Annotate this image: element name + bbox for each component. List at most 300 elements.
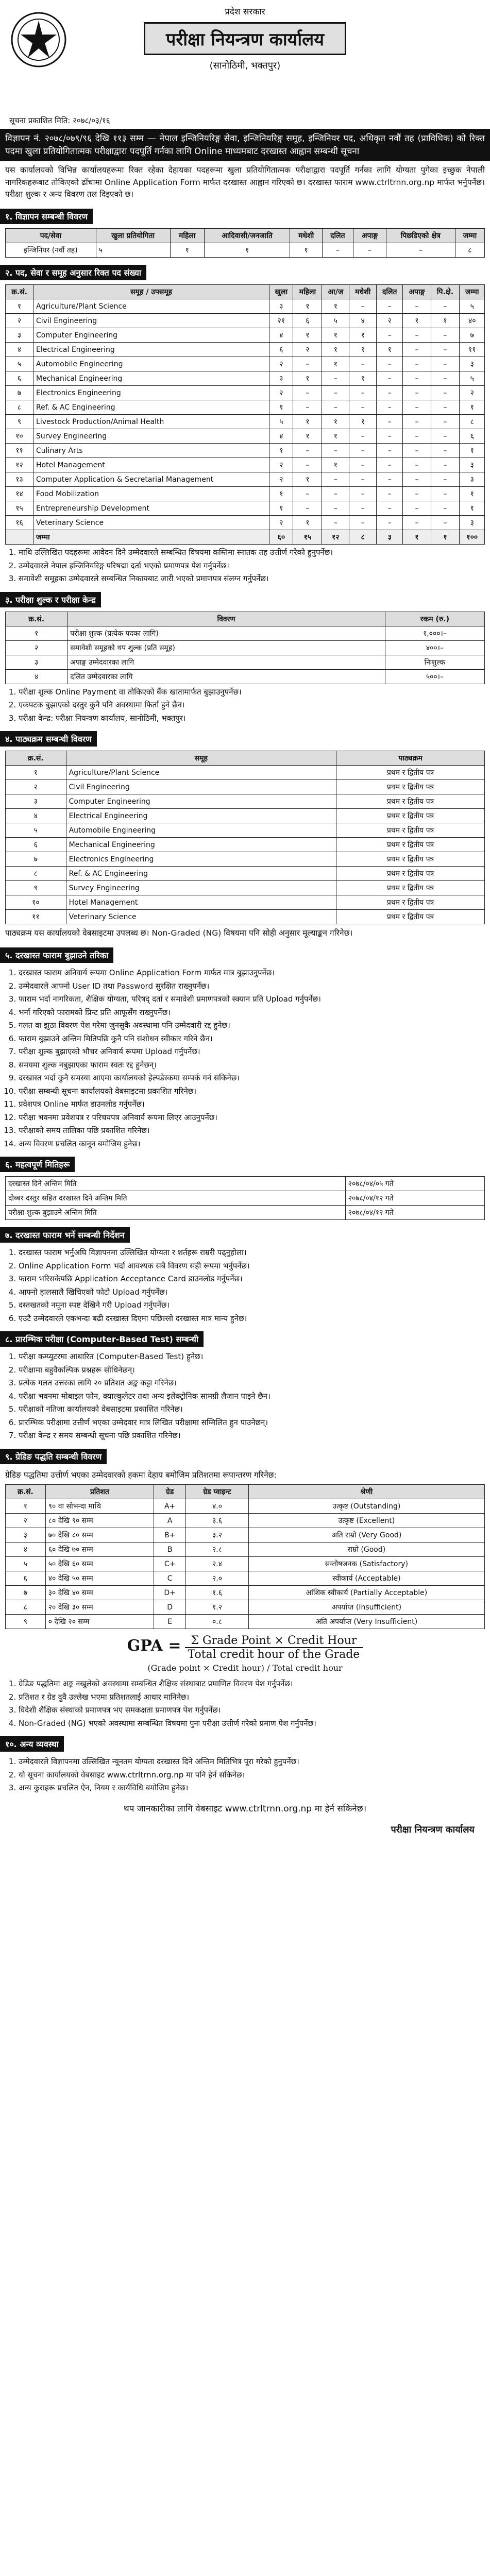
- table-cell: इन्जिनियर (नवौं तह): [6, 243, 96, 258]
- list-item: 2. एकपटक बुझाएको दस्तुर कुनै पनि अवस्थामा फिर्ता हुने छैन।: [19, 699, 485, 711]
- table-cell: Computer Engineering: [66, 794, 336, 809]
- table-cell: –: [293, 386, 322, 400]
- list-item: 5. दस्तखतको नमूना स्पष्ट देखिने गरी Upload गर्नुपर्नेछ।: [19, 1299, 485, 1311]
- list-item: 6. फाराम बुझाउने अन्तिम मितिपछि कुनै पनि संशोधन स्वीकार गरिने छैन।: [19, 1033, 485, 1045]
- list-item: 1. दरखास्त फाराम अनिवार्य रूपमा Online Application Form मार्फत मात्र बुझाउनुपर्नेछ।: [19, 967, 485, 979]
- table-cell: Hotel Management: [33, 458, 269, 472]
- government-emblem-icon: [10, 11, 67, 68]
- table-row: [6, 794, 485, 809]
- column-header: महिला: [293, 285, 322, 299]
- table-cell: ६: [6, 371, 33, 386]
- table-cell: १: [322, 429, 349, 444]
- table-cell: ७: [6, 386, 33, 400]
- table-cell: –: [377, 400, 403, 415]
- table-row: [6, 314, 485, 328]
- table-cell: १: [290, 243, 322, 258]
- table-cell: ४: [269, 328, 293, 343]
- cbt-instructions-list: [19, 1351, 485, 1442]
- table-cell: ४: [6, 809, 66, 823]
- table-cell: D: [154, 1600, 186, 1615]
- column-header: क्र.सं.: [6, 612, 67, 626]
- table-cell: Civil Engineering: [66, 780, 336, 794]
- table-cell: ५: [460, 299, 485, 314]
- list-item: 14. अन्य विवरण प्रचलित कानून बमोजिम हुनेछ।: [19, 1138, 485, 1150]
- list-item: 13. परीक्षाको समय तालिका पछि प्रकाशित गरिनेछ।: [19, 1125, 485, 1137]
- table-row: [6, 669, 485, 684]
- table-cell: १२: [322, 530, 349, 545]
- table-cell: परीक्षा शुल्क (प्रत्येक पदका लागि): [67, 626, 385, 640]
- list-item: 4. आफ्नो हालसालै खिचिएको फोटो Upload गर्नुपर्नेछ।: [19, 1286, 485, 1298]
- table-cell: २१: [269, 314, 293, 328]
- table-cell: –: [293, 458, 322, 472]
- table-cell: १.२: [186, 1600, 249, 1615]
- table-cell: Livestock Production/Animal Health: [33, 415, 269, 429]
- list-item: 10. परीक्षा सम्बन्धी सूचना कार्यालयको वेबसाइटमा प्रकाशित गरिनेछ।: [19, 1086, 485, 1097]
- column-header: पिछडिएको क्षेत्र: [386, 229, 455, 243]
- other-provisions-list: [19, 1756, 485, 1794]
- table-cell: –: [322, 386, 349, 400]
- table-cell: १०: [6, 895, 66, 910]
- table-row: [6, 1177, 485, 1191]
- table-cell: परीक्षा शुल्क बुझाउने अन्तिम मिति: [6, 1206, 346, 1220]
- table-cell: २.०: [186, 1571, 249, 1586]
- table-cell: Mechanical Engineering: [66, 838, 336, 852]
- table-cell: १: [293, 472, 322, 487]
- table-cell: –: [377, 386, 403, 400]
- table-cell: A: [154, 1514, 186, 1528]
- table-cell: १: [431, 530, 460, 545]
- table-cell: –: [353, 243, 386, 258]
- advertisement-banner: विज्ञापन नं. २०७८/०७९/९६ देखि ११३ सम्म — नेपाल इन्जिनियरिङ्ग सेवा, इन्जिनियरिङ्ग समूह, इन्जिनियर पद, अधिकृत नवौं तह (प्राविधिक) को रिक्त पदमा खुला प्रतियोगितात्मक परीक्षाद्वारा पदपूर्ति गर्नका लागि Online माध्यमबाट दरखास्त आह्वान सम्बन्धी सूचना: [0, 129, 490, 161]
- table-cell: सन्तोषजनक (Satisfactory): [248, 1557, 484, 1571]
- gpa-formula-note: (Grade point × Credit hour) / Total credit hour: [147, 1663, 343, 1673]
- section-2-title: २. पद, सेवा र समूह अनुसार रिक्त पद संख्या: [0, 265, 146, 280]
- table-cell: ४: [6, 669, 67, 684]
- table-cell: –: [403, 357, 431, 371]
- table-cell: १: [349, 328, 377, 343]
- table-row: [6, 867, 485, 881]
- table-cell: Automobile Engineering: [66, 823, 336, 838]
- column-header: प्रतिशत: [45, 1485, 154, 1499]
- table-cell: –: [322, 516, 349, 530]
- table-cell: २: [6, 640, 67, 655]
- table-row: [6, 1586, 485, 1600]
- list-item: 1. परीक्षा शुल्क Online Payment वा तोकिएको बैंक खातामार्फत बुझाउनुपर्नेछ।: [19, 686, 485, 698]
- column-header: खुला प्रतियोगिता: [96, 229, 170, 243]
- table-cell: –: [431, 516, 460, 530]
- table-cell: –: [349, 501, 377, 516]
- table-row: [6, 400, 485, 415]
- table-cell: २: [460, 386, 485, 400]
- advertisement-table: [5, 228, 485, 258]
- table-cell: ९: [6, 881, 66, 895]
- table-cell: Survey Engineering: [66, 881, 336, 895]
- notice-header: [0, 0, 490, 129]
- section-3-title: ३. परीक्षा शुल्क र परीक्षा केन्द्र: [0, 592, 101, 607]
- table-cell: उत्कृष्ट (Outstanding): [248, 1499, 484, 1514]
- table-cell: ३: [377, 530, 403, 545]
- table-cell: ७: [6, 1586, 46, 1600]
- table-cell: १२: [6, 458, 33, 472]
- table-cell: १: [293, 371, 322, 386]
- table-cell: ५००।–: [385, 669, 484, 684]
- table-cell: २: [6, 780, 66, 794]
- table-row: [6, 1557, 485, 1571]
- column-header: समूह / उपसमूह: [33, 285, 269, 299]
- table-cell: –: [377, 472, 403, 487]
- table-cell: –: [322, 444, 349, 458]
- table-cell: –: [349, 487, 377, 501]
- table-cell: १५: [293, 530, 322, 545]
- list-item: 2. उम्मेदवारले नेपाल इन्जिनियरिङ्ग परिषद्मा दर्ता भएको प्रमाणपत्र पेश गर्नुपर्नेछ।: [19, 560, 485, 572]
- table-cell: ६०: [269, 530, 293, 545]
- table-cell: ४.०: [186, 1499, 249, 1514]
- table-cell: १३: [6, 472, 33, 487]
- table-cell: ८: [6, 1600, 46, 1615]
- table-cell: ३: [6, 1528, 46, 1543]
- table-cell: १: [349, 415, 377, 429]
- table-row: [6, 1514, 485, 1528]
- table-cell: –: [349, 357, 377, 371]
- table-cell: २: [269, 458, 293, 472]
- table-cell: –: [322, 400, 349, 415]
- table-cell: ११: [6, 910, 66, 924]
- table-cell: ७: [6, 852, 66, 867]
- section-4-title: ४. पाठ्यक्रम सम्बन्धी विवरण: [0, 731, 97, 747]
- section-7-title: ७. दरखास्त फाराम भर्ने सम्बन्धी निर्देशन: [0, 1227, 130, 1243]
- column-header: आ/ज: [322, 285, 349, 299]
- table-cell: ३: [6, 328, 33, 343]
- table-cell: –: [431, 444, 460, 458]
- table-cell: Electronics Engineering: [33, 386, 269, 400]
- table-cell: C+: [154, 1557, 186, 1571]
- table-row: [6, 640, 485, 655]
- column-header: पि.क्षे.: [431, 285, 460, 299]
- table-cell: प्रथम र द्वितीय पत्र: [336, 895, 485, 910]
- table-row: [6, 838, 485, 852]
- table-cell: २०७८/०४/०५ गते: [345, 1177, 484, 1191]
- table-cell: २०७८/०४/१२ गते: [345, 1206, 484, 1220]
- column-header: क्र.सं.: [6, 1485, 46, 1499]
- table-cell: ५: [322, 314, 349, 328]
- list-item: 4. Non-Graded (NG) भएको अवस्थामा सम्बन्धित विषयमा पुनः परीक्षा उत्तीर्ण गरेको प्रमाण पेश गर्नुपर्नेछ।: [19, 1718, 485, 1730]
- list-item: 12. परीक्षा भवनमा प्रवेशपत्र र परिचयपत्र अनिवार्य रूपमा लिएर आउनुपर्नेछ।: [19, 1112, 485, 1124]
- table-cell: ७: [460, 328, 485, 343]
- office-address: (सानोठिमी, भक्तपुर): [209, 60, 281, 71]
- table-row: [6, 626, 485, 640]
- table-cell: ५० देखि ६० सम्म: [45, 1557, 154, 1571]
- column-header: श्रेणी: [248, 1485, 484, 1499]
- table-cell: प्रथम र द्वितीय पत्र: [336, 910, 485, 924]
- table-cell: २: [269, 516, 293, 530]
- table-cell: १: [403, 314, 431, 328]
- table-cell: –: [403, 371, 431, 386]
- table-row: [6, 516, 485, 530]
- table-cell: ११: [6, 444, 33, 458]
- table-cell: –: [349, 429, 377, 444]
- table-cell: Electrical Engineering: [33, 343, 269, 357]
- section-6-title: ६. महत्वपूर्ण मितिहरू: [0, 1157, 75, 1172]
- table-cell: ८० देखि ९० सम्म: [45, 1514, 154, 1528]
- table-cell: –: [349, 386, 377, 400]
- table-cell: –: [403, 299, 431, 314]
- table-cell: प्रथम र द्वितीय पत्र: [336, 766, 485, 780]
- table-row: [6, 895, 485, 910]
- table-cell: १: [6, 1499, 46, 1514]
- table-cell: ६: [460, 429, 485, 444]
- table-cell: २० देखि ३० सम्म: [45, 1600, 154, 1615]
- table-cell: –: [403, 400, 431, 415]
- table-cell: १: [322, 299, 349, 314]
- table-cell: १६: [6, 516, 33, 530]
- grading-intro: ग्रेडिङ पद्धतिमा उत्तीर्ण भएका उम्मेदवारको हकमा देहाय बमोजिम प्रतिशतमा रूपान्तरण गरिनेछ:: [5, 1470, 277, 1480]
- table-cell: ६: [6, 838, 66, 852]
- table-row: [6, 299, 485, 314]
- table-cell: आंशिक स्वीकार्य (Partially Acceptable): [248, 1586, 484, 1600]
- table-row: [6, 243, 485, 258]
- table-cell: ८: [460, 415, 485, 429]
- table-cell: ७० देखि ८० सम्म: [45, 1528, 154, 1543]
- column-header: दलित: [377, 285, 403, 299]
- table-cell: ८: [455, 243, 484, 258]
- table-cell: ३: [460, 472, 485, 487]
- table-row: [6, 655, 485, 669]
- table-cell: –: [349, 400, 377, 415]
- table-cell: १: [293, 516, 322, 530]
- table-cell: ९: [6, 415, 33, 429]
- list-item: 2. यो सूचना कार्यालयको वेबसाइट www.ctrltrnn.org.np मा पनि हेर्न सकिनेछ।: [19, 1769, 485, 1781]
- grading-notes: [19, 1678, 485, 1729]
- table-cell: B+: [154, 1528, 186, 1543]
- table-cell: १.६: [186, 1586, 249, 1600]
- table-cell: [6, 530, 33, 545]
- table-cell: ३.६: [186, 1514, 249, 1528]
- grading-table: [5, 1484, 485, 1629]
- syllabus-side-note: पाठ्यक्रम यस कार्यालयको वेबसाइटमा उपलब्ध छ। Non-Graded (NG) विषयमा पनि सोही अनुसार मूल्याङ्कन गरिनेछ।: [5, 928, 353, 938]
- table-cell: –: [403, 444, 431, 458]
- table-cell: A+: [154, 1499, 186, 1514]
- table-cell: –: [403, 328, 431, 343]
- table-row: [6, 1191, 485, 1206]
- intro-paragraph: यस कार्यालयको विभिन्न कार्यालयहरूमा रिक्त रहेका देहायका पदहरूमा खुला प्रतियोगितात्मक परीक्षाद्वारा पदपूर्ति गर्नका लागि योग्यता पुगेका इच्छुक नेपाली नागरिकहरूबाट तोकिएको ढाँचामा Online Application Form मार्फत दरखास्त आह्वान गरिएको छ। दरखास्त फाराम www.ctrltrnn.org.np मार्फत भर्नुपर्नेछ। परीक्षा शुल्क र अन्य विवरण तल दिइएको छ।: [5, 165, 485, 199]
- table-cell: ६: [269, 343, 293, 357]
- column-header: क्र.सं.: [6, 751, 66, 766]
- table-cell: –: [431, 357, 460, 371]
- syllabus-table: [5, 751, 485, 924]
- office-title: परीक्षा नियन्त्रण कार्यालय: [144, 22, 346, 55]
- table-cell: अति राम्रो (Very Good): [248, 1528, 484, 1543]
- section-8-title: ८. प्रारम्भिक परीक्षा (Computer-Based Test) सम्बन्धी: [0, 1331, 204, 1347]
- list-item: 3. फाराम भर्दा नागरिकता, शैक्षिक योग्यता, परिषद् दर्ता र समावेशी प्रमाणपत्रको स्क्यान प्रति Upload गर्नुपर्नेछ।: [19, 993, 485, 1005]
- table-cell: १: [269, 487, 293, 501]
- table-cell: प्रथम र द्वितीय पत्र: [336, 867, 485, 881]
- list-item: 3. अन्य कुराहरू प्रचलित ऐन, नियम र कार्यविधि बमोजिम हुनेछ।: [19, 1782, 485, 1794]
- list-item: 2. प्रतिशत र ग्रेड दुवै उल्लेख भएमा प्रतिशतलाई आधार मानिनेछ।: [19, 1691, 485, 1703]
- fee-table: [5, 612, 485, 684]
- table-cell: ३: [269, 299, 293, 314]
- list-item: 1. ग्रेडिङ पद्धतिमा अङ्क नखुलेको अवस्थामा सम्बन्धित शैक्षिक संस्थाबाट प्रमाणित विवरण पेश गर्नुपर्नेछ।: [19, 1678, 485, 1690]
- table-row: [6, 386, 485, 400]
- table-cell: –: [322, 371, 349, 386]
- table-cell: ५: [6, 823, 66, 838]
- table-cell: २: [6, 1514, 46, 1528]
- table-cell: समावेशी समूहको थप शुल्क (प्रति समूह): [67, 640, 385, 655]
- table-cell: ९० वा सोभन्दा माथि: [45, 1499, 154, 1514]
- table-cell: –: [377, 328, 403, 343]
- website-note: थप जानकारीका लागि वेबसाइट www.ctrltrnn.org.np मा हेर्न सकिनेछ।: [123, 1803, 367, 1814]
- table-cell: ८: [6, 867, 66, 881]
- table-cell: ४: [6, 1543, 46, 1557]
- table-cell: –: [386, 243, 455, 258]
- table-total-row: [6, 530, 485, 545]
- table-cell: Entrepreneurship Development: [33, 501, 269, 516]
- table-cell: –: [377, 444, 403, 458]
- list-item: 3. विदेशी शैक्षिक संस्थाको प्रमाणपत्र भए समकक्षता प्रमाणपत्र पेश गर्नुपर्नेछ।: [19, 1704, 485, 1716]
- table-cell: –: [293, 400, 322, 415]
- table-cell: ६: [293, 314, 322, 328]
- table-cell: Mechanical Engineering: [33, 371, 269, 386]
- list-item: 1. परीक्षा कम्प्युटरमा आधारित (Computer-Based Test) हुनेछ।: [19, 1351, 485, 1363]
- table-cell: –: [431, 371, 460, 386]
- table-cell: ३: [460, 458, 485, 472]
- table-row: [6, 328, 485, 343]
- section-9-title: ९. ग्रेडिङ पद्धति सम्बन्धी विवरण: [0, 1449, 107, 1464]
- table-cell: Agriculture/Plant Science: [33, 299, 269, 314]
- table-cell: –: [431, 501, 460, 516]
- table-cell: १: [460, 501, 485, 516]
- column-header: अपाङ्ग: [403, 285, 431, 299]
- table-cell: ३: [460, 357, 485, 371]
- table-cell: ८: [6, 400, 33, 415]
- table-row: [6, 501, 485, 516]
- table-cell: ६: [6, 1571, 46, 1586]
- table-cell: –: [293, 487, 322, 501]
- table-cell: प्रथम र द्वितीय पत्र: [336, 838, 485, 852]
- table-cell: १: [322, 458, 349, 472]
- list-item: 7. परीक्षा शुल्क बुझाएको भौचर अनिवार्य रूपमा Upload गर्नुपर्नेछ।: [19, 1046, 485, 1058]
- list-item: 8. समयमा शुल्क नबुझाएका फाराम स्वतः रद्द हुनेछन्।: [19, 1059, 485, 1071]
- government-line: प्रदेश सरकार: [225, 7, 265, 17]
- section-5-title: ५. दरखास्त फाराम बुझाउने तरिका: [0, 947, 113, 963]
- table-cell: –: [349, 472, 377, 487]
- table-cell: –: [293, 357, 322, 371]
- table-cell: ४०: [460, 314, 485, 328]
- list-item: 2. परीक्षामा बहुवैकल्पिक प्रश्नहरू सोधिनेछन्।: [19, 1364, 485, 1376]
- table-cell: प्रथम र द्वितीय पत्र: [336, 823, 485, 838]
- table-row: [6, 458, 485, 472]
- list-item: 7. परीक्षा केन्द्र र समय सम्बन्धी सूचना पछि प्रकाशित गरिनेछ।: [19, 1430, 485, 1442]
- table-row: [6, 429, 485, 444]
- table-cell: –: [403, 472, 431, 487]
- table-cell: उत्कृष्ट (Excellent): [248, 1514, 484, 1528]
- table-cell: –: [431, 458, 460, 472]
- table-cell: १: [204, 243, 290, 258]
- table-cell: प्रथम र द्वितीय पत्र: [336, 809, 485, 823]
- table-cell: –: [377, 487, 403, 501]
- column-header: पद/सेवा: [6, 229, 96, 243]
- office-signoff: परीक्षा नियन्त्रण कार्यालय: [391, 1824, 475, 1835]
- table-cell: Ref. & AC Engineering: [66, 867, 336, 881]
- table-cell: ८: [349, 530, 377, 545]
- table-cell: –: [349, 444, 377, 458]
- table-cell: ११: [460, 343, 485, 357]
- list-item: 1. माथि उल्लिखित पदहरूमा आवेदन दिने उम्मेदवारले सम्बन्धित विषयमा कम्तिमा स्नातक तह उत्तीर्ण गरेको हुनुपर्नेछ।: [19, 547, 485, 558]
- table-cell: ५: [460, 371, 485, 386]
- table-cell: ४: [6, 343, 33, 357]
- table-cell: ५: [6, 357, 33, 371]
- table-row: [6, 910, 485, 924]
- table-cell: १: [293, 415, 322, 429]
- table-cell: १: [269, 501, 293, 516]
- table-cell: अपर्याप्त (Insufficient): [248, 1600, 484, 1615]
- table-cell: १: [6, 299, 33, 314]
- table-cell: –: [322, 243, 353, 258]
- table-cell: १: [293, 328, 322, 343]
- table-cell: २०७८/०४/१२ गते: [345, 1191, 484, 1206]
- table-cell: Veterinary Science: [66, 910, 336, 924]
- table-cell: –: [293, 501, 322, 516]
- list-item: 6. प्रारम्भिक परीक्षामा उत्तीर्ण भएका उम्मेदवार मात्र लिखित परीक्षामा सम्मिलित हुन पाउनेछन्।: [19, 1417, 485, 1429]
- table-cell: –: [349, 516, 377, 530]
- table-cell: जम्मा: [33, 530, 269, 545]
- table-cell: ३० देखि ४० सम्म: [45, 1586, 154, 1600]
- table-cell: प्रथम र द्वितीय पत्र: [336, 881, 485, 895]
- table-cell: Culinary Arts: [33, 444, 269, 458]
- table-cell: २: [293, 343, 322, 357]
- table-cell: १: [6, 766, 66, 780]
- column-header: आदिवासी/जनजाति: [204, 229, 290, 243]
- table-cell: ५: [6, 1557, 46, 1571]
- table-cell: १: [322, 328, 349, 343]
- application-method-list: [19, 967, 485, 1149]
- table-cell: –: [349, 299, 377, 314]
- table-cell: Computer Application & Secretarial Management: [33, 472, 269, 487]
- list-item: 3. परीक्षा केन्द्र: परीक्षा नियन्त्रण कार्यालय, सानोठिमी, भक्तपुर।: [19, 713, 485, 724]
- table-cell: १: [293, 429, 322, 444]
- table-cell: ३.२: [186, 1528, 249, 1543]
- table-cell: २.८: [186, 1543, 249, 1557]
- section-10-title: १०. अन्य व्यवस्था: [0, 1736, 64, 1752]
- table-cell: Computer Engineering: [33, 328, 269, 343]
- gpa-formula-numerator: Σ Grade Point × Credit Hour: [185, 1634, 363, 1648]
- list-item: 4. परीक्षा भवनमा मोबाइल फोन, क्याल्कुलेटर तथा अन्य इलेक्ट्रोनिक सामग्री लैजान पाइने छैन।: [19, 1391, 485, 1402]
- table-row: [6, 809, 485, 823]
- table-cell: Ref. & AC Engineering: [33, 400, 269, 415]
- table-row: [6, 1615, 485, 1629]
- table-row: [6, 1499, 485, 1514]
- table-cell: ० देखि २० सम्म: [45, 1615, 154, 1629]
- column-header: विवरण: [67, 612, 385, 626]
- table-row: [6, 823, 485, 838]
- fee-notes: [19, 686, 485, 724]
- table-cell: प्रथम र द्वितीय पत्र: [336, 794, 485, 809]
- column-header: क्र.सं.: [6, 285, 33, 299]
- table-cell: ३: [269, 371, 293, 386]
- table-cell: C: [154, 1571, 186, 1586]
- vacancy-table: [5, 284, 485, 545]
- table-cell: Electronics Engineering: [66, 852, 336, 867]
- table-cell: ३: [460, 516, 485, 530]
- table-cell: ३: [6, 794, 66, 809]
- table-cell: –: [431, 400, 460, 415]
- form-instructions-list: [19, 1247, 485, 1324]
- table-row: [6, 472, 485, 487]
- table-cell: –: [403, 516, 431, 530]
- list-item: 5. परीक्षाको नतिजा कार्यालयको वेबसाइटमा प्रकाशित गरिनेछ।: [19, 1403, 485, 1415]
- table-cell: १०: [6, 429, 33, 444]
- table-cell: Civil Engineering: [33, 314, 269, 328]
- table-cell: E: [154, 1615, 186, 1629]
